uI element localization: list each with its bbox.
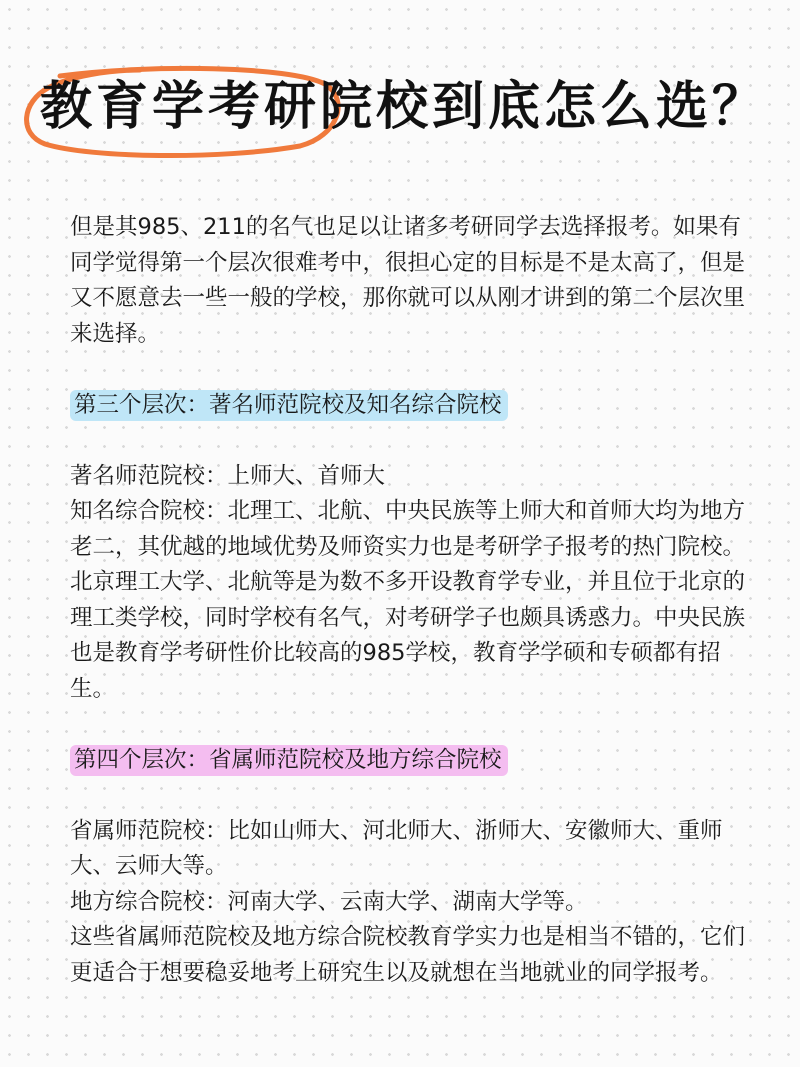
title-area <box>0 62 800 162</box>
article-body <box>70 210 750 991</box>
section3-line: 著名师范院校：上师大、首师大 <box>70 462 386 489</box>
intro-paragraph: 但是其985、211的名气也足以让诸多考研同学去选择报考。如果有同学觉得第一个层次很难考中，很担心定的目标是不是太高了，但是又不愿意去一些一般的学校，那你就可以从刚才讲到的第二个层次里来选择。 <box>70 214 746 347</box>
section3-line: 知名综合院校：北理工、北航、中央民族等上师大和首师大均为地方老二，其优越的地域优势及师资实力也是考研学子报考的热门院校。 <box>70 498 746 560</box>
section4-line: 省属师范院校：比如山师大、河北师大、浙师大、安徽师大、重师大、云师大等。 <box>70 817 723 879</box>
section4-line: 这些省属师范院校及地方综合院校教育学实力也是相当不错的，它们更适合于想要稳妥地考上研究生以及就想在当地就业的同学报考。 <box>70 924 746 986</box>
section3-heading: 第三个层次：著名师范院校及知名综合院校 <box>70 390 508 421</box>
section4-heading: 第四个层次：省属师范院校及地方综合院校 <box>70 745 508 776</box>
section3-line: 北京理工大学、北航等是为数不多开设教育学专业，并且位于北京的理工类学校，同时学校有名气，对考研学子也颇具诱惑力。中央民族也是教育学考研性价比较高的985学校，教育学学硕和专硕都有招生。 <box>70 569 746 702</box>
section4-line: 地方综合院校：河南大学、云南大学、湖南大学等。 <box>70 888 588 915</box>
page-title: 教育学考研院校到底怎么选？ <box>40 77 769 137</box>
